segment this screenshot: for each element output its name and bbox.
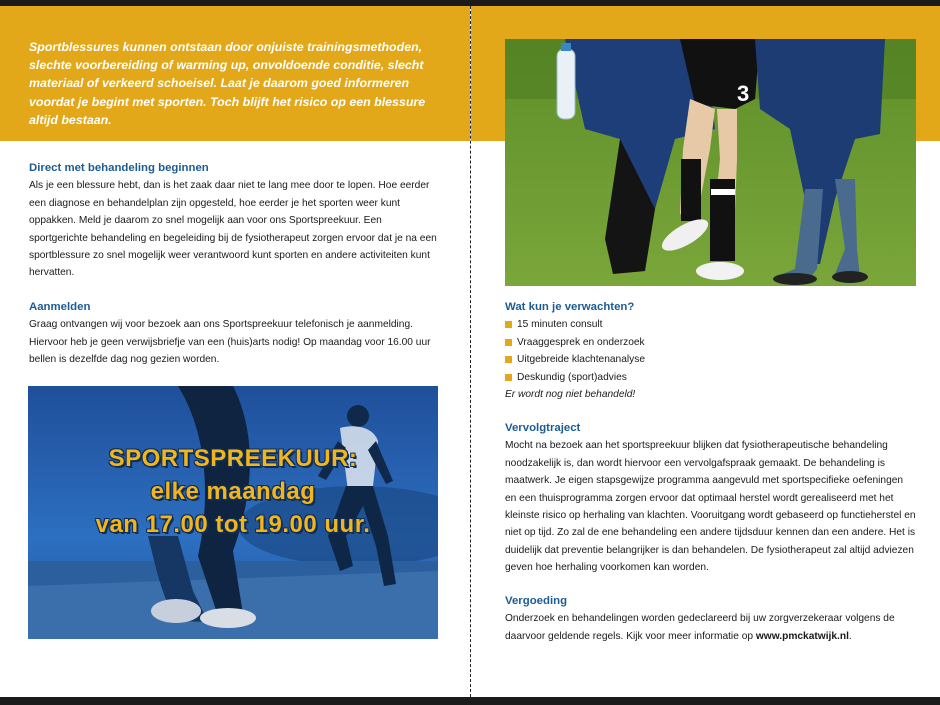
section-direct-heading: Direct met behandeling beginnen bbox=[29, 162, 209, 174]
intro-text: Sportblessures kunnen ontstaan door onjuiste trainingsmethoden, slechte voorbereiding of warming up, onvoldoende conditie, slecht materiaal of verkeerd schoeisel. Laat je daarom goed informeren voordat je begint met sporten. Toch blijft het risico op een blessure altijd bestaan. bbox=[29, 40, 426, 127]
bottom-border bbox=[0, 697, 940, 705]
section-vergoeding-body bbox=[505, 610, 917, 645]
section-verwachten-heading: Wat kun je verwachten? bbox=[505, 301, 635, 313]
vergoeding-text: Onderzoek en behandelingen worden gedeclareerd bij uw zorgverzekeraar volgens de daarvoor geldende regels. Kijk voor meer informatie op bbox=[505, 613, 895, 642]
poster-line-3: van 17.00 tot 19.00 uur. bbox=[95, 511, 371, 538]
section-vergoeding-heading: Vergoeding bbox=[505, 595, 568, 607]
section-direct-body: Als je een blessure hebt, dan is het zaak daar niet te lang mee door te lopen. Hoe eerder een diagnose en behandelplan zijn opgesteld, hoe eerder je het sporten weer kunt oppakken. Meld je daarom zo snel mogelijk aan voor ons Sportspreekuur. Een sportgerichte behandeling en begeleiding bij de fysiotherapeut zorgen ervoor dat je na een sportblessure zo snel mogelijk weer verantwoord kunt sporten en andere activiteiten kunt hervatten. bbox=[29, 180, 437, 279]
jersey-number: 3 bbox=[737, 81, 750, 106]
section-aanmelden bbox=[29, 299, 439, 369]
poster-text bbox=[28, 442, 438, 541]
section-aanmelden-heading: Aanmelden bbox=[29, 301, 91, 313]
sportspreekuur-poster bbox=[28, 386, 438, 639]
expectation-list bbox=[505, 316, 917, 386]
section-vervolg-heading: Vervolgtraject bbox=[505, 422, 581, 434]
website-link[interactable]: www.pmckatwijk.nl bbox=[755, 630, 849, 642]
list-item: Uitgebreide klachtenanalyse bbox=[505, 351, 917, 368]
fold-line bbox=[470, 6, 471, 697]
section-verwachten bbox=[505, 299, 917, 403]
list-item: 15 minuten consult bbox=[505, 316, 917, 333]
section-direct bbox=[29, 160, 439, 282]
list-item: Vraaggesprek en onderzoek bbox=[505, 334, 917, 351]
vergoeding-end: . bbox=[848, 630, 852, 642]
section-aanmelden-body: Graag ontvangen wij voor bezoek aan ons Sportspreekuur telefonisch je aanmelding. Hiervoor heb je geen verwijsbriefje van een (huis)arts nodig! Op maandag voor 16.00 uur bellen is dezelfde dag nog gezien worden. bbox=[29, 319, 431, 366]
note-not-treated: Er wordt nog niet behandeld! bbox=[505, 389, 636, 401]
section-vervolg bbox=[505, 420, 917, 577]
section-vervolg-body: Mocht na bezoek aan het sportspreekuur blijken dat fysiotherapeutische behandeling noodzakelijk is, dan wordt hiervoor een vervolgafspraak gemaakt. De behandeling is maatwerk. Je eigen stapsgewijze programma aangevuld met sportspecifieke oefeningen en een thuisprogramma zorgen ervoor dat optimaal herstel wordt gerealiseerd met het kleinste risico op herhaling van klachten. Vooruitgang wordt gebaseerd op functieherstel en niet op tijd. Zo zal de ene behandeling een andere tijdsduur kennen dan een andere. Het is duidelijk dat preventie belangrijker is dan behandelen. De fysiotherapeut zal altijd adviezen geven hoe herhaling voorkomen kan worden. bbox=[505, 440, 916, 574]
injured-player-photo bbox=[505, 39, 916, 286]
football-illustration bbox=[505, 39, 916, 286]
poster-line-1: SPORTSPREEKUUR: bbox=[108, 445, 358, 472]
list-item: Deskundig (sport)advies bbox=[505, 369, 917, 386]
poster-line-2: elke maandag bbox=[150, 478, 316, 505]
section-vergoeding bbox=[505, 593, 917, 645]
